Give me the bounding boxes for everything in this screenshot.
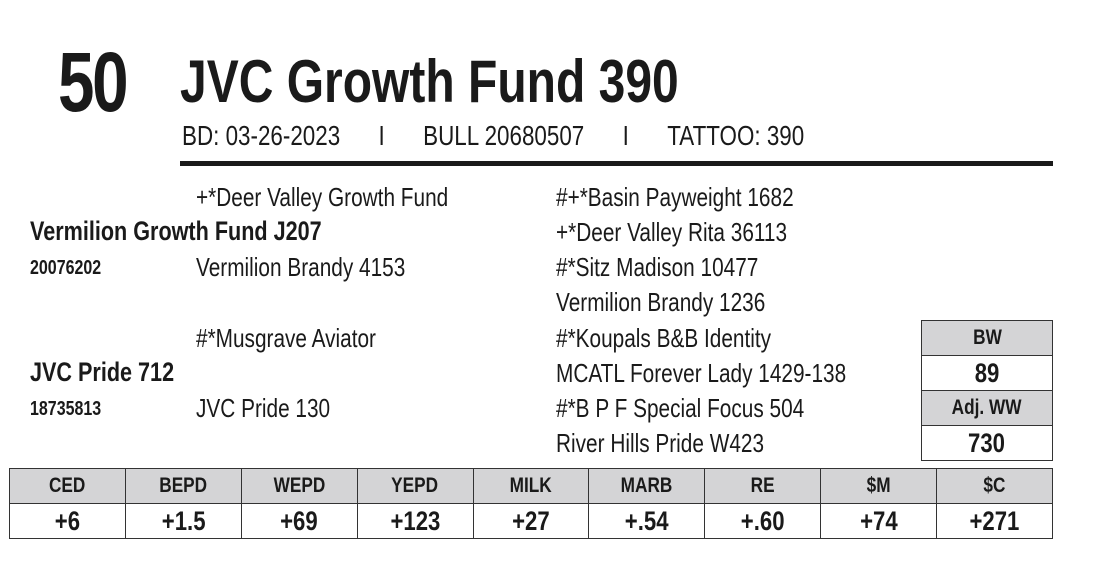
epd-header-row	[10, 469, 1053, 504]
animal-name: JVC Growth Fund 390	[180, 48, 679, 115]
epd-value-cell	[241, 504, 357, 539]
epd-value: +74	[859, 505, 898, 536]
great-grandparent: #*Koupals B&B Identity	[556, 323, 772, 353]
great-grandparent: River Hills Pride W423	[556, 428, 765, 458]
lot-number: 50	[58, 35, 127, 129]
epd-value-cell	[357, 504, 473, 539]
birth-date: BD: 03-26-2023	[182, 120, 341, 151]
great-grandparent: #*B P F Special Focus 504	[556, 393, 805, 423]
bw-value: 89	[974, 357, 1000, 388]
epd-header-cell	[473, 469, 589, 504]
epd-value-cell	[473, 504, 589, 539]
adjww-value: 730	[968, 427, 1006, 458]
epd-header-cell	[821, 469, 937, 504]
epd-header-cell	[705, 469, 821, 504]
sire-registration: 20076202	[30, 257, 102, 279]
great-grandparent: #*Sitz Madison 10477	[556, 252, 759, 282]
epd-value-cell	[589, 504, 705, 539]
header-rule	[180, 161, 1053, 166]
epd-header: $M	[866, 474, 891, 497]
dam-dam: JVC Pride 130	[196, 393, 331, 423]
bw-value-cell	[922, 356, 1053, 391]
epd-header: CED	[49, 474, 86, 497]
epd-value: +69	[280, 505, 318, 536]
epd-header-cell	[589, 469, 705, 504]
dam-name: JVC Pride 712	[30, 357, 175, 387]
separator: I	[378, 120, 385, 151]
sire-sire: +*Deer Valley Growth Fund	[196, 182, 449, 212]
epd-value: +6	[54, 505, 81, 536]
bw-label-cell	[922, 321, 1053, 356]
great-grandparent: MCATL Forever Lady 1429-138	[556, 358, 847, 388]
epd-value-row	[10, 504, 1053, 539]
epd-header-cell	[357, 469, 473, 504]
epd-table	[9, 468, 1053, 539]
adjww-label-cell	[922, 391, 1053, 426]
epd-header-cell	[241, 469, 357, 504]
adjww-value-cell	[922, 426, 1053, 461]
epd-value: +.60	[740, 505, 785, 536]
epd-value: +.54	[624, 505, 669, 536]
epd-header: BEPD	[159, 474, 208, 497]
epd-value: +27	[512, 505, 550, 536]
dam-sire: #*Musgrave Aviator	[196, 323, 376, 353]
sire-dam: Vermilion Brandy 4153	[196, 252, 406, 282]
epd-header-cell	[125, 469, 241, 504]
great-grandparent: #+*Basin Payweight 1682	[556, 182, 794, 212]
epd-value-cell	[10, 504, 126, 539]
epd-value: +271	[969, 505, 1020, 536]
great-grandparent: Vermilion Brandy 1236	[556, 287, 766, 317]
epd-value-cell	[821, 504, 937, 539]
epd-value-cell	[705, 504, 821, 539]
epd-header: WEPD	[273, 474, 326, 497]
great-grandparent: +*Deer Valley Rita 36113	[556, 217, 788, 247]
epd-header: RE	[750, 474, 775, 497]
epd-header: MARB	[620, 474, 673, 497]
separator: I	[622, 120, 629, 151]
sire-name: Vermilion Growth Fund J207	[30, 216, 322, 246]
tattoo: TATTOO: 390	[667, 120, 805, 151]
epd-value: +1.5	[161, 505, 206, 536]
epd-value-cell	[937, 504, 1053, 539]
registration-number: BULL 20680507	[423, 120, 585, 151]
epd-header: YEPD	[391, 474, 439, 497]
epd-value: +123	[390, 505, 440, 536]
epd-header-cell	[10, 469, 126, 504]
epd-header: $C	[983, 474, 1006, 497]
bw-label: BW	[972, 326, 1002, 349]
adjww-label: Adj. WW	[952, 396, 1022, 419]
dam-registration: 18735813	[30, 398, 102, 420]
weight-stats-table	[921, 320, 1053, 461]
animal-info-line	[182, 122, 804, 150]
epd-header: MILK	[509, 474, 552, 497]
epd-value-cell	[125, 504, 241, 539]
epd-header-cell	[937, 469, 1053, 504]
